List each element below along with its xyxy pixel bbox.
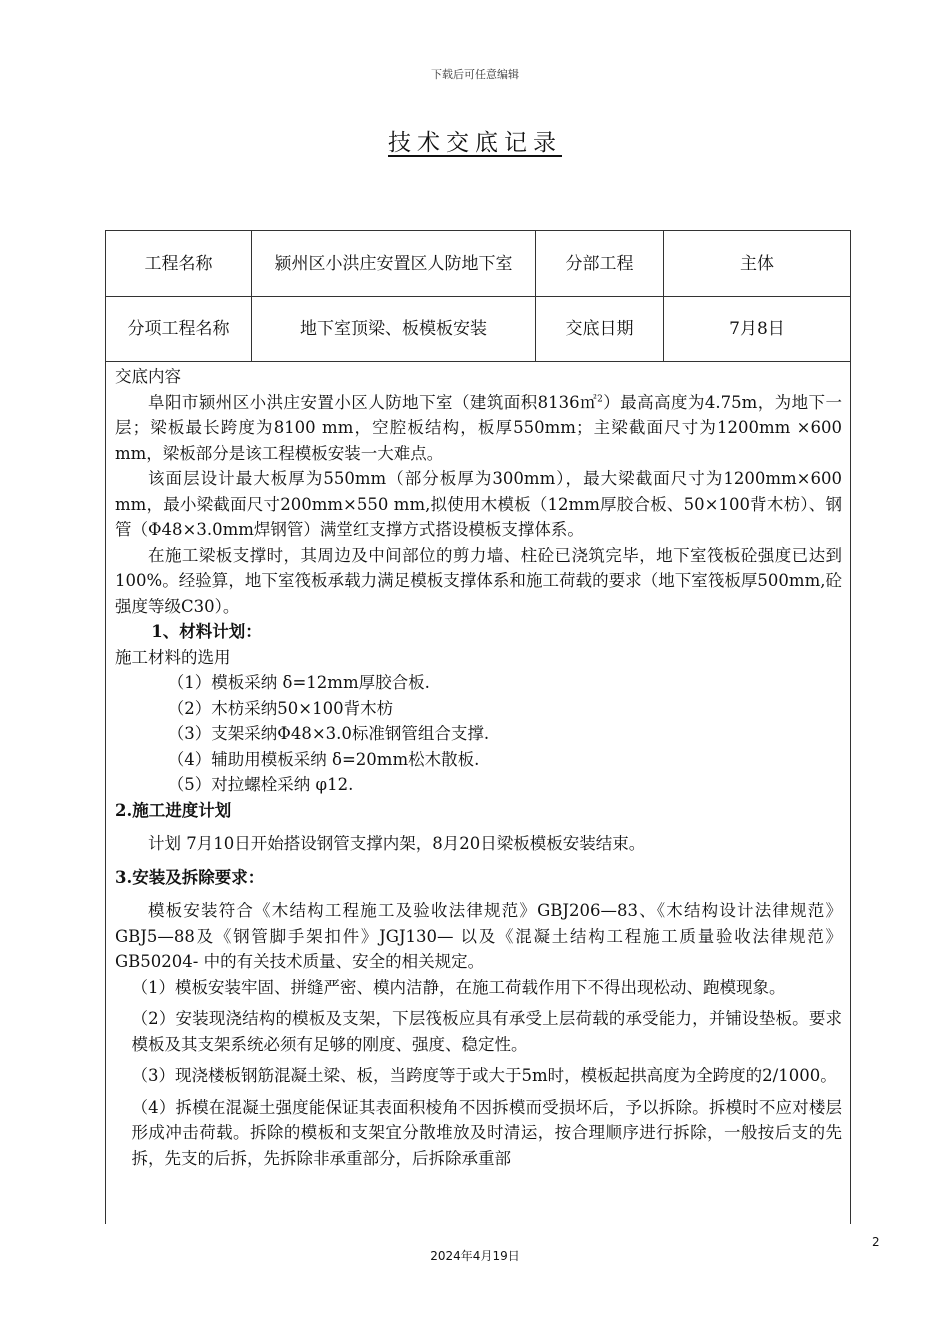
subdivision-value: 主体 bbox=[740, 253, 774, 274]
record-table bbox=[105, 230, 851, 1224]
table-row bbox=[106, 297, 850, 362]
title-text: 技术交底记录 bbox=[388, 130, 562, 156]
section-requirements-title: 3.安装及拆除要求： bbox=[115, 867, 265, 887]
requirement-2: （2）安装现浇结构的模板及支架，下层筏板应具有承受上层荷载的承受能力，并铺设垫板。要求模板及其支架系统必须有足够的刚度、强度、稳定性。 bbox=[131, 1009, 842, 1054]
material-item: （2）木枋采纳50×100背木枋 bbox=[167, 698, 394, 718]
item-name-value: 地下室顶梁、板模板安装 bbox=[252, 297, 536, 361]
material-item: （3）支架采纳Φ48×3.0标准钢管组合支撑. bbox=[167, 724, 490, 743]
section-materials-title: 1、材料计划： bbox=[151, 622, 262, 641]
page-number: 2 bbox=[872, 1235, 880, 1249]
schedule-text: 计划 7月10日开始搭设钢管支撑内架，8月20日梁板模板安装结束。 bbox=[148, 834, 646, 853]
header-note: 下载后可任意编辑 bbox=[431, 68, 519, 81]
requirement-3: （3）现浇楼板钢筋混凝土梁、板，当跨度等于或大于5m时，模板起拱高度为全跨度的2/1000。 bbox=[131, 1066, 837, 1085]
document-title bbox=[0, 124, 950, 157]
briefing-content bbox=[106, 362, 850, 1171]
paragraph-design: 该面层设计最大板厚为550mm（部分板厚为300mm），最大梁截面尺寸为1200mm×600 mm，最小梁截面尺寸200mm×550 mm,拟使用木模板（12mm厚胶合板、50×100背木枋）、钢管（Φ48×3.0mm焊钢管）满堂红支撑方式搭设模板支撑体系。 bbox=[115, 469, 842, 539]
superscript: 2 bbox=[597, 394, 603, 404]
date-value: 7月8日 bbox=[729, 319, 785, 339]
footer-date: 2024年4月19日 bbox=[430, 1249, 520, 1263]
date-label: 交底日期 bbox=[536, 297, 664, 361]
requirement-1: （1）模板安装牢固、拼缝严密、模内洁静，在施工荷载作用下不得出现松动、跑模现象。 bbox=[131, 977, 786, 997]
standards-text: 模板安装符合《木结构工程施工及验收法律规范》GBJ206—83、《木结构设计法律规范》GBJ5—88及《钢管脚手架扣件》JGJ130— 以及《混凝土结构工程施工质量验收法律规范》GB50204- 中的有关技术质量、安全的相关规定。 bbox=[115, 901, 842, 971]
paragraph-overview-b: ）最高高度为4.75m，为地下一层；梁板最长跨度为8100 mm，空腔板结构，板厚550mm；主梁截面尺寸为1200mm ×600 mm，梁板部分是该工程模板安装一大难点。 bbox=[115, 392, 842, 463]
item-name-label: 分项工程名称 bbox=[106, 297, 252, 361]
table-row bbox=[106, 231, 850, 297]
paragraph-overview-a: 阜阳市颍州区小洪庄安置小区人防地下室（建筑面积8136㎡ bbox=[148, 392, 598, 412]
requirement-4: （4）拆模在混凝土强度能保证其表面积棱角不因拆模而受损坏后，予以拆除。拆模时不应对楼层形成冲击荷载。拆除的模板和支架宜分散堆放及时清运，按合理顺序进行拆除，一般按后支的先拆，先支的后拆，先拆除非承重部分，后拆除承重部 bbox=[131, 1097, 842, 1168]
subdivision-label: 分部工程 bbox=[536, 231, 664, 296]
material-item: （4）辅助用模板采纳 δ=20mm松木散板. bbox=[167, 749, 480, 769]
content-heading: 交底内容 bbox=[115, 367, 181, 386]
material-item: （5）对拉螺栓采纳 φ12. bbox=[167, 775, 354, 794]
materials-intro: 施工材料的选用 bbox=[115, 647, 231, 667]
material-item: （1）模板采纳 δ=12mm厚胶合板. bbox=[167, 673, 430, 692]
section-schedule-title: 2.施工进度计划 bbox=[115, 800, 232, 820]
project-name-label: 工程名称 bbox=[106, 231, 252, 296]
paragraph-support: 在施工梁板支撑时，其周边及中间部位的剪力墙、柱砼已浇筑完毕，地下室筏板砼强度已达到100%。经验算，地下室筏板承载力满足模板支撑体系和施工荷载的要求（地下室筏板厚500mm,砼强度等级C30）。 bbox=[115, 545, 842, 616]
paragraph-overview bbox=[115, 390, 842, 467]
project-name-value: 颍州区小洪庄安置区人防地下室 bbox=[252, 231, 536, 296]
